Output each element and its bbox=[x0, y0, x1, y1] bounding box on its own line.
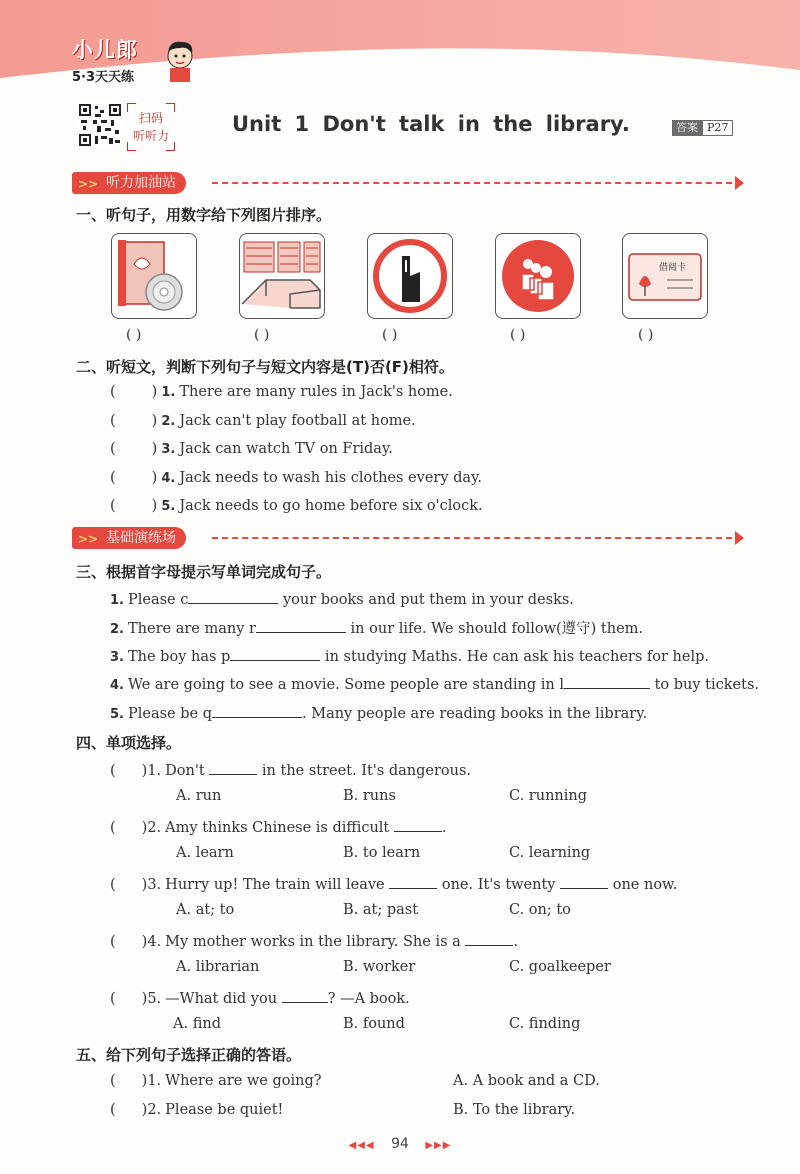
fill-item-number: 3. bbox=[110, 650, 124, 665]
match-row bbox=[110, 1102, 283, 1118]
tf-paren-close[interactable]: ) bbox=[151, 413, 158, 429]
match-paren-open[interactable]: ( bbox=[110, 1102, 116, 1118]
library-card-icon bbox=[623, 234, 707, 318]
fill-row bbox=[110, 674, 759, 693]
tf-paren-close[interactable]: ) bbox=[151, 498, 158, 514]
choice-paren-open[interactable]: ( bbox=[110, 820, 116, 836]
option-b[interactable]: B. worker bbox=[343, 959, 416, 975]
order-blank-3[interactable]: ( ) bbox=[382, 327, 398, 343]
choice-row bbox=[110, 817, 446, 836]
match-question: Where are we going? bbox=[165, 1073, 322, 1089]
fill-blank[interactable] bbox=[188, 589, 278, 604]
fill-row bbox=[110, 617, 643, 638]
choice-paren-open[interactable]: ( bbox=[110, 934, 116, 950]
option-b[interactable]: B. at; past bbox=[343, 902, 419, 918]
book-cd-icon bbox=[112, 234, 196, 318]
fill-item-post: in studying Maths. He can ask his teachers for help. bbox=[320, 649, 710, 665]
banner-dash bbox=[212, 182, 732, 184]
order-blank-5[interactable]: ( ) bbox=[638, 327, 654, 343]
tf-row bbox=[110, 384, 453, 400]
library-card-caption: 借阅卡 bbox=[659, 263, 687, 273]
tf-row bbox=[110, 441, 393, 457]
choice-item-post: one now. bbox=[608, 877, 678, 893]
option-c[interactable]: C. finding bbox=[509, 1016, 581, 1032]
choice-item-number: )4. bbox=[141, 934, 162, 950]
tf-paren-open[interactable]: ( bbox=[110, 498, 116, 514]
tf-row bbox=[110, 413, 416, 429]
choice-item-mid: one. It's twenty bbox=[437, 877, 561, 893]
choice-item-pre: Hurry up! The train will leave bbox=[165, 877, 390, 893]
order-blank-2[interactable]: ( ) bbox=[254, 327, 270, 343]
answer-page-tag bbox=[672, 120, 733, 136]
listening-banner bbox=[72, 172, 744, 194]
fill-item-number: 4. bbox=[110, 678, 124, 693]
match-answer-option: A. A book and a CD. bbox=[453, 1073, 600, 1089]
picture-library-card bbox=[622, 233, 708, 319]
option-b[interactable]: B. runs bbox=[343, 788, 396, 804]
brand-logo bbox=[72, 34, 138, 85]
picture-book-cd bbox=[111, 233, 197, 319]
fill-blank[interactable] bbox=[212, 703, 302, 718]
answer-label: 答案 bbox=[672, 120, 702, 136]
tf-item-text: Jack can watch TV on Friday. bbox=[179, 441, 393, 457]
banner-arrowhead-icon bbox=[735, 531, 744, 545]
option-c[interactable]: C. on; to bbox=[509, 902, 571, 918]
option-a[interactable]: A. librarian bbox=[176, 959, 260, 975]
part4-heading: 四、单项选择。 bbox=[76, 734, 182, 752]
fill-blank[interactable] bbox=[256, 618, 346, 633]
tf-row bbox=[110, 470, 482, 486]
choice-item-pre: Don't bbox=[165, 763, 210, 779]
choice-item-number: )2. bbox=[141, 820, 162, 836]
part3-heading: 三、根据首字母提示写单词完成句子。 bbox=[76, 563, 332, 581]
page-footer bbox=[0, 1136, 800, 1152]
listening-banner-label: 听力加油站 bbox=[72, 172, 186, 194]
tf-item-text: Jack can't play football at home. bbox=[179, 413, 416, 429]
fill-blank[interactable] bbox=[230, 646, 320, 661]
match-row bbox=[110, 1073, 322, 1089]
quiet-sign-icon bbox=[368, 234, 452, 318]
scan-listen-box bbox=[127, 103, 175, 151]
practice-banner-label: 基础演练场 bbox=[72, 527, 186, 549]
choice-row bbox=[110, 988, 410, 1007]
choice-item-mid: . bbox=[513, 934, 518, 950]
choice-item-number: )1. bbox=[141, 763, 162, 779]
fill-item-pre: The boy has p bbox=[127, 649, 231, 665]
unit-title: Unit 1 Don't talk in the library. bbox=[232, 112, 630, 136]
option-c[interactable]: C. goalkeeper bbox=[509, 959, 611, 975]
fill-row bbox=[110, 589, 574, 608]
tf-item-text: Jack needs to wash his clothes every day. bbox=[179, 470, 482, 486]
order-blank-4[interactable]: ( ) bbox=[510, 327, 526, 343]
choice-blank bbox=[282, 988, 328, 1003]
tf-paren-open[interactable]: ( bbox=[110, 470, 116, 486]
choice-blank bbox=[560, 874, 608, 889]
logo-sub-text: 5·3天天练 bbox=[72, 70, 135, 85]
option-c[interactable]: C. learning bbox=[509, 845, 591, 861]
order-blank-1[interactable]: ( ) bbox=[126, 327, 142, 343]
tf-item-number: 2. bbox=[161, 414, 176, 429]
option-b[interactable]: B. found bbox=[343, 1016, 405, 1032]
tf-item-number: 3. bbox=[161, 442, 176, 457]
choice-item-mid: ? —A book. bbox=[327, 991, 410, 1007]
choice-paren-open[interactable]: ( bbox=[110, 991, 116, 1007]
tf-paren-close[interactable]: ) bbox=[151, 384, 158, 400]
choice-item-pre: Amy thinks Chinese is difficult bbox=[165, 820, 394, 836]
tf-item-text: There are many rules in Jack's home. bbox=[179, 384, 453, 400]
banner-arrows-icon: >> bbox=[78, 177, 99, 191]
fill-item-number: 2. bbox=[110, 622, 124, 637]
scan-text: 扫码 bbox=[138, 111, 163, 125]
choice-item-pre: My mother works in the library. She is a bbox=[165, 934, 466, 950]
option-a[interactable]: A. at; to bbox=[176, 902, 235, 918]
banner-arrowhead-icon bbox=[735, 176, 744, 190]
choice-blank bbox=[389, 874, 437, 889]
fill-row bbox=[110, 646, 709, 665]
choice-row bbox=[110, 760, 471, 779]
match-answer-option: B. To the library. bbox=[453, 1102, 576, 1118]
fill-item-pre: Please c bbox=[127, 592, 189, 608]
option-a[interactable]: A. find bbox=[173, 1016, 221, 1032]
choice-item-mid: in the street. It's dangerous. bbox=[257, 763, 472, 779]
fill-item-post: to buy tickets. bbox=[649, 677, 760, 693]
choice-blank bbox=[209, 760, 257, 775]
tf-paren-open[interactable]: ( bbox=[110, 413, 116, 429]
choice-item-number: )3. bbox=[141, 877, 162, 893]
fill-blank[interactable] bbox=[564, 674, 650, 689]
match-question: Please be quiet! bbox=[165, 1102, 284, 1118]
choice-row bbox=[110, 931, 518, 950]
listen-text: 听听力 bbox=[132, 129, 169, 143]
match-paren-open[interactable]: ( bbox=[110, 1073, 116, 1089]
choice-row bbox=[110, 874, 677, 893]
part1-heading: 一、听句子，用数字给下列图片排序。 bbox=[76, 206, 332, 224]
match-item-number: )1. bbox=[141, 1073, 162, 1089]
right-arrows-icon: ▶▶▶ bbox=[425, 1140, 452, 1151]
choice-item-mid: . bbox=[441, 820, 447, 836]
fill-item-pre: We are going to see a movie. Some people are standing in l bbox=[127, 677, 564, 693]
qr-code-icon bbox=[77, 102, 123, 148]
tf-paren-close[interactable]: ) bbox=[151, 441, 158, 457]
picture-quiet-sign bbox=[367, 233, 453, 319]
fill-item-pre: There are many r bbox=[127, 621, 256, 637]
option-a[interactable]: A. run bbox=[176, 788, 222, 804]
tf-item-number: 4. bbox=[161, 471, 176, 486]
queue-sign-icon bbox=[496, 234, 580, 318]
fill-item-post: . Many people are reading books in the library. bbox=[302, 706, 648, 722]
choice-paren-open[interactable]: ( bbox=[110, 763, 116, 779]
answer-page: P27 bbox=[702, 120, 733, 136]
left-arrows-icon: ◀◀◀ bbox=[348, 1140, 375, 1151]
option-a[interactable]: A. learn bbox=[176, 845, 234, 861]
banner-dash bbox=[212, 537, 732, 539]
tf-item-number: 5. bbox=[161, 499, 176, 514]
fill-row bbox=[110, 703, 647, 722]
choice-blank bbox=[394, 817, 442, 832]
tf-paren-open[interactable]: ( bbox=[110, 441, 116, 457]
tf-paren-close[interactable]: ) bbox=[151, 470, 158, 486]
tf-paren-open[interactable]: ( bbox=[110, 384, 116, 400]
banner-arrows-icon: >> bbox=[78, 532, 99, 546]
choice-item-pre: —What did you bbox=[165, 991, 282, 1007]
logo-main-text: 小儿郎 bbox=[72, 38, 138, 62]
mascot-boy-icon bbox=[160, 38, 200, 82]
part2-heading: 二、听短文，判断下列句子与短文内容是(T)否(F)相符。 bbox=[76, 358, 454, 376]
choice-item-number: )5. bbox=[141, 991, 162, 1007]
tf-item-number: 1. bbox=[161, 385, 176, 400]
library-shelves-icon bbox=[240, 234, 324, 318]
fill-item-post: in our life. We should follow(遵守) them. bbox=[345, 621, 644, 637]
fill-item-pre: Please be q bbox=[127, 706, 212, 722]
fill-item-post: your books and put them in your desks. bbox=[278, 592, 574, 608]
practice-banner bbox=[72, 527, 744, 549]
fill-item-number: 1. bbox=[110, 593, 124, 608]
fill-item-number: 5. bbox=[110, 707, 124, 722]
choice-paren-open[interactable]: ( bbox=[110, 877, 116, 893]
match-item-number: )2. bbox=[141, 1102, 162, 1118]
tf-item-text: Jack needs to go home before six o'clock. bbox=[179, 498, 483, 514]
option-b[interactable]: B. to learn bbox=[343, 845, 421, 861]
part5-heading: 五、给下列句子选择正确的答语。 bbox=[76, 1046, 302, 1064]
picture-library bbox=[239, 233, 325, 319]
page-number: 94 bbox=[391, 1136, 409, 1152]
picture-queue-sign bbox=[495, 233, 581, 319]
choice-blank bbox=[465, 931, 513, 946]
option-c[interactable]: C. running bbox=[509, 788, 588, 804]
tf-row bbox=[110, 498, 483, 514]
